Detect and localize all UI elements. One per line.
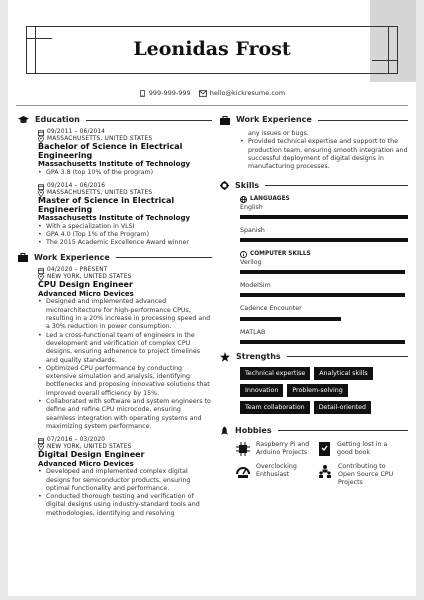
degree-title: Master of Science in Electrical Engineering: [38, 196, 175, 214]
strength-tag: Detail-oriented: [314, 401, 371, 414]
header-divider: [16, 105, 408, 106]
strengths-heading: [220, 352, 408, 362]
hobby-item: [236, 441, 318, 457]
skill-name: ModelSim: [240, 281, 271, 289]
location-text: NEW YORK, UNITED STATES: [47, 444, 132, 451]
right-column: [220, 110, 408, 487]
skill-name: Spanish: [240, 227, 265, 235]
chip-icon: [236, 442, 250, 456]
languages-heading: [240, 195, 408, 203]
work-heading: [18, 253, 212, 262]
computer-skills-list: [220, 259, 408, 344]
strengths-rule: [287, 356, 408, 357]
skill-level-bar: [240, 238, 408, 242]
bullet-continuation: any issues or bugs.: [248, 130, 309, 137]
hobby-label: Contributing to Open Source CPU Projects: [338, 462, 394, 486]
skill-level-bar: [240, 340, 405, 344]
hobby-item: [318, 463, 400, 487]
phone-icon: [139, 90, 146, 97]
email-text[interactable]: hello@kickresume.com: [209, 89, 286, 97]
phone-text[interactable]: 999-999-999: [148, 89, 191, 97]
job-title: Digital Design Engineer: [38, 450, 145, 460]
skill-bar-track: [240, 238, 408, 242]
education-bullets: [38, 169, 212, 177]
skill-level-bar: [240, 317, 341, 321]
work-bullets: [38, 298, 212, 431]
skill-level-bar: [240, 270, 405, 274]
phone-item: [139, 89, 191, 97]
calendar-icon: [38, 268, 44, 274]
skill-level-bar: [240, 215, 408, 219]
location-text: MASSACHUSETTS, UNITED STATES: [47, 136, 153, 143]
bullet-item: • GPA 3.8 (top 10% of the program): [38, 169, 212, 177]
skill-bar-track: [240, 317, 408, 321]
entry-dates: [38, 437, 212, 444]
work-continued-entry: [240, 130, 408, 171]
location-text: MASSACHUSETTS, UNITED STATES: [47, 190, 153, 197]
hobby-label: Raspberry Pi and Arduino Projects: [256, 440, 310, 456]
resume-page: [8, 0, 416, 596]
education-bullets: [38, 223, 212, 248]
skill-name: MATLAB: [240, 328, 266, 336]
languages-list: [220, 204, 408, 243]
work-entry: [38, 437, 212, 518]
language-icon: [240, 196, 247, 203]
work-continued-rule: [318, 120, 408, 121]
hobby-item: [236, 463, 318, 487]
bullet-item: • Designed and implemented advanced microarchitecture for high-performance CPUs, resulting in a 20% increase in processing speed and a 30% reduction in power consumption.: [38, 298, 212, 331]
computer-skills-heading: [240, 250, 408, 258]
skill-name: Cadence Encounter: [240, 305, 302, 313]
languages-label: LANGUAGES: [250, 196, 290, 203]
skills-rule: [265, 185, 408, 186]
entry-dates: [38, 267, 212, 274]
email-item: [199, 89, 285, 97]
email-icon: [199, 90, 207, 97]
strength-tag: Team collaboration: [240, 401, 310, 414]
entry-dates: [38, 183, 212, 190]
candidate-name: Leonidas Frost: [133, 38, 291, 60]
bullet-item: • Provided technical expertise and support to the production team, ensuring smooth integration and successful deployment of digital designs in manufacturing processes.: [240, 138, 408, 171]
strength-tag: Innovation: [240, 384, 283, 397]
star-icon: [220, 352, 230, 362]
calendar-icon: [38, 130, 44, 136]
contact-line: [8, 89, 416, 99]
bullet-item: • Developed and implemented complex digital designs for semiconductor products, ensuring optimal functionality and performance.: [38, 468, 212, 493]
hobbies-grid: [236, 441, 408, 487]
calendar-icon: [38, 184, 44, 190]
dates-text: 09/2011 – 06/2014: [47, 129, 106, 136]
briefcase-icon: [220, 116, 230, 125]
briefcase-icon: [18, 253, 28, 262]
skill-bar-track: [240, 215, 408, 219]
header-frame-right-bar: [372, 60, 398, 61]
computer-skills-label: COMPUTER SKILLS: [250, 251, 311, 258]
calendar-icon: [38, 438, 44, 444]
education-heading: [18, 116, 212, 124]
company-name: Advanced Micro Devices: [38, 289, 134, 298]
work-continued-heading: [220, 116, 408, 125]
skill-name: English: [240, 203, 263, 211]
hobbies-title: Hobbies: [235, 425, 272, 435]
skills-title: Skills: [235, 180, 260, 190]
location-text: NEW YORK, UNITED STATES: [47, 274, 132, 281]
company-name: Advanced Micro Devices: [38, 459, 134, 468]
education-entry: [38, 183, 212, 247]
strength-tag: Problem-solving: [287, 384, 347, 397]
skill-bar-track: [240, 293, 408, 297]
graduation-cap-icon: [18, 116, 29, 124]
education-title: Education: [35, 115, 80, 124]
speedometer-icon: [236, 464, 250, 478]
job-title: CPU Design Engineer: [38, 280, 133, 290]
work-title: Work Experience: [34, 252, 110, 262]
work-bullets: [38, 468, 212, 518]
bullet-item: • Conducted thorough testing and verification of digital designs using industry-standard tools and methodologies, identifying and resolving: [38, 493, 212, 518]
entry-dates: [38, 129, 212, 136]
education-entry: [38, 129, 212, 177]
skill-bar-track: [240, 270, 408, 274]
work-entry: [38, 267, 212, 431]
skills-heading: [220, 181, 408, 190]
hobby-label: Overclocking Enthusiast: [256, 462, 297, 478]
bullet-item: • With a specialization in VLSI: [38, 223, 212, 231]
gear-icon: [220, 181, 229, 190]
school-name: Massachusetts Institute of Technology: [38, 214, 191, 223]
bullet-item: • Optimized CPU performance by conducting extensive simulation and analysis, identifying bottlenecks and proposing innovative solutions that improved overall efficiency by 15%.: [38, 365, 212, 398]
strength-tags: [240, 367, 408, 418]
bullet-item: • The 2015 Academic Excellence Award winner: [38, 239, 212, 247]
school-name: Massachusetts Institute of Technology: [38, 160, 191, 169]
degree-title: Bachelor of Science in Electrical Engineering: [38, 142, 183, 160]
work-continued-title: Work Experience: [236, 115, 312, 125]
left-column: [18, 110, 212, 524]
bullet-item: • Collaborated with software and system engineers to define and refine CPU microcode, ensuring seamless integration with operating systems and maximizing system performance.: [38, 398, 212, 431]
strength-tag: Technical expertise: [240, 367, 310, 380]
strength-tag: Analytical skills: [314, 367, 372, 380]
education-rule: [86, 120, 212, 121]
rocket-icon: [220, 426, 229, 436]
hobbies-rule: [278, 430, 408, 431]
work-continued-bullets: [240, 138, 408, 171]
book-icon: [318, 442, 331, 456]
hobbies-heading: [220, 426, 408, 436]
info-circle-icon: [240, 251, 247, 258]
hobby-item: [318, 441, 400, 457]
bullet-item: • Led a cross-functional team of engineers in the development and verification of complex CPU designs, ensuring adherence to project timelines and quality standards.: [38, 332, 212, 365]
strengths-title: Strengths: [236, 351, 281, 361]
team-icon: [318, 464, 332, 478]
bullet-item: • GPA 4.0 (Top 1% of the Program): [38, 231, 212, 239]
skill-level-bar: [240, 293, 405, 297]
dates-text: 09/2014 – 06/2016: [47, 183, 106, 190]
dates-text: 07/2016 – 03/2020: [47, 437, 106, 444]
work-rule: [116, 257, 212, 258]
skill-bar-track: [240, 340, 408, 344]
dates-text: 04/2020 – PRESENT: [47, 267, 108, 274]
hobby-label: Getting lost in a good book: [337, 440, 388, 456]
skill-name: Verilog: [240, 258, 262, 266]
